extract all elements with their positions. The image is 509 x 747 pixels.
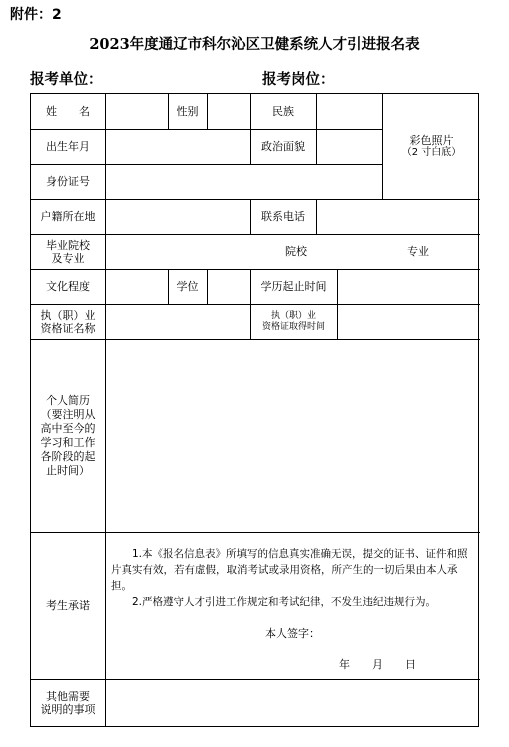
name-label: 姓 名 bbox=[46, 105, 90, 118]
attachment-label: 附件：2 bbox=[10, 7, 62, 23]
resume-line: 各阶段的起 bbox=[40, 449, 96, 463]
school-major-label bbox=[31, 234, 105, 269]
applying-unit-label: 报考单位： bbox=[30, 72, 103, 88]
household-label: 户籍所在地 bbox=[40, 210, 96, 223]
signature-label: 本人签字： bbox=[265, 627, 320, 640]
cert-time-label-line2: 资格证取得时间 bbox=[261, 321, 325, 332]
pledge-text-2: 2.严格遵守人才引进工作规定和考试纪律，不发生违纪违规行为。 bbox=[132, 596, 437, 608]
certificate-name-label bbox=[31, 304, 105, 339]
page-title: 2023年度通辽市科尔沁区卫健系统人才引进报名表 bbox=[89, 36, 420, 53]
birth-label: 出生年月 bbox=[46, 140, 90, 153]
applying-post-label: 报考岗位： bbox=[262, 72, 335, 88]
certificate-time-label bbox=[250, 304, 337, 339]
resume-line: 个人简历 bbox=[46, 393, 90, 407]
id-number-label: 身份证号 bbox=[46, 175, 90, 188]
resume-line: 止时间） bbox=[46, 463, 90, 477]
other-label-line1: 其他需要 bbox=[46, 689, 90, 703]
cert-time-label-line1: 执（职）业 bbox=[270, 310, 316, 321]
cert-label-line1: 执（职）业 bbox=[40, 308, 96, 322]
degree-label: 学位 bbox=[176, 280, 199, 293]
school-caption: 院校 bbox=[285, 245, 307, 258]
phone-field[interactable] bbox=[317, 199, 480, 234]
photo-label: 彩色照片 bbox=[409, 134, 454, 147]
other-notes-label bbox=[31, 679, 105, 726]
ethnicity-field[interactable] bbox=[317, 94, 382, 129]
education-field[interactable] bbox=[106, 269, 168, 304]
degree-field[interactable] bbox=[208, 269, 250, 304]
other-notes-field[interactable] bbox=[106, 679, 480, 726]
resume-line: 学习和工作 bbox=[40, 435, 96, 449]
major-caption: 专业 bbox=[407, 245, 429, 258]
resume-line: 高中至今的 bbox=[40, 421, 96, 435]
cert-label-line2: 资格证名称 bbox=[40, 321, 96, 335]
political-label: 政治面貌 bbox=[261, 140, 305, 153]
pledge-text-1: 1.本《报名信息表》所填写的信息真实准确无误，提交的证书、证件和照片真实有效，若有虚假，取消考试或录用资格，所产生的一切后果由本人承担。 bbox=[111, 548, 468, 592]
resume-field[interactable] bbox=[106, 339, 480, 532]
certificate-time-field[interactable] bbox=[338, 304, 480, 339]
school-label-line2: 及专业 bbox=[51, 251, 85, 265]
education-label: 文化程度 bbox=[46, 280, 90, 293]
gender-field[interactable] bbox=[208, 94, 250, 129]
photo-box[interactable] bbox=[383, 94, 480, 199]
school-label-line1: 毕业院校 bbox=[46, 238, 90, 252]
pledge-label: 考生承诺 bbox=[46, 599, 90, 612]
education-period-field[interactable] bbox=[338, 269, 480, 304]
political-field[interactable] bbox=[317, 129, 382, 164]
certificate-name-field[interactable] bbox=[106, 304, 250, 339]
photo-note: （2 寸白底） bbox=[401, 147, 462, 158]
education-period-label: 学历起止时间 bbox=[260, 280, 327, 293]
other-label-line2: 说明的事项 bbox=[40, 702, 96, 716]
ethnicity-label: 民族 bbox=[272, 105, 294, 118]
resume-line: （要注明从 bbox=[40, 407, 96, 421]
id-number-field[interactable] bbox=[106, 164, 382, 199]
resume-label bbox=[31, 339, 105, 532]
phone-label: 联系电话 bbox=[261, 210, 305, 223]
date-label: 年 月 日 bbox=[339, 658, 416, 671]
name-field[interactable] bbox=[106, 94, 168, 129]
birth-field[interactable] bbox=[106, 129, 250, 164]
gender-label: 性别 bbox=[176, 105, 199, 118]
registration-form-table bbox=[30, 93, 479, 727]
household-field[interactable] bbox=[106, 199, 250, 234]
